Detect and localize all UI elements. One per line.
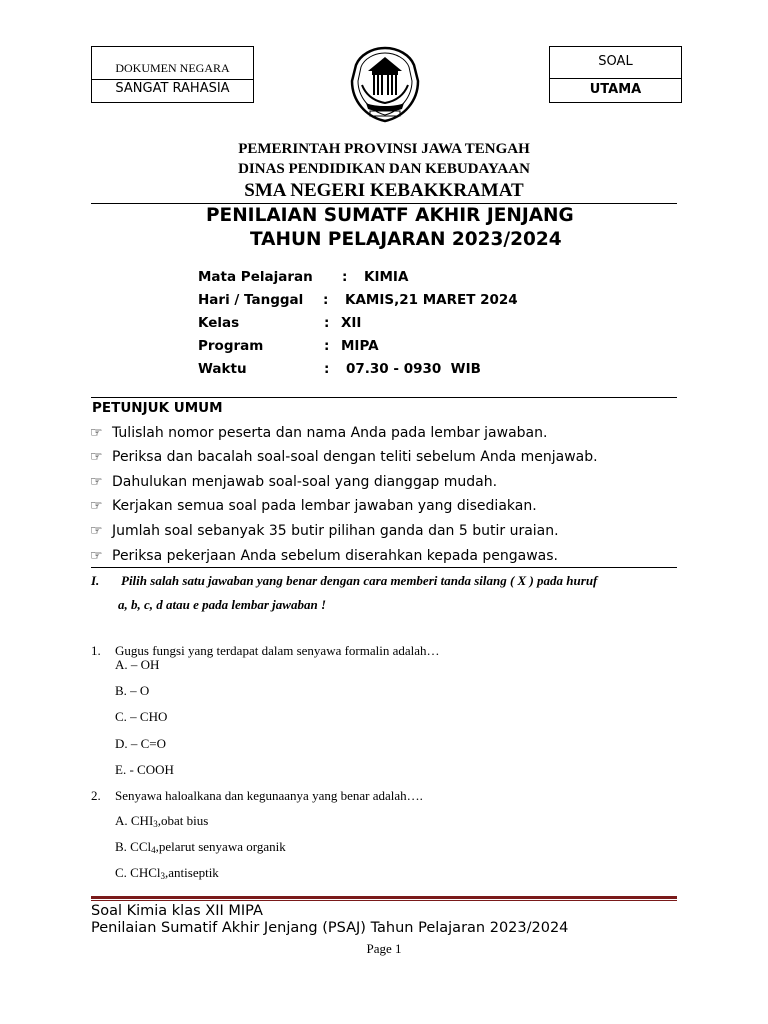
instructions-divider bbox=[91, 567, 677, 568]
info-value: MIPA bbox=[341, 338, 379, 354]
option-formula: C. CHCl bbox=[115, 865, 161, 880]
pointing-hand-icon: ☞ bbox=[90, 548, 103, 564]
answer-option bbox=[115, 813, 208, 829]
info-label: Kelas bbox=[198, 315, 240, 331]
instruction-item bbox=[90, 474, 497, 490]
soal-type-box bbox=[549, 46, 682, 103]
department-line: DINAS PENDIDIKAN DAN KEBUDAYAAN bbox=[238, 161, 530, 177]
soal-box-line2: UTAMA bbox=[589, 82, 642, 97]
info-separator: : bbox=[324, 361, 330, 377]
info-value: KIMIA bbox=[364, 269, 409, 285]
doc-box-line1: DOKUMEN NEGARA bbox=[115, 61, 230, 75]
info-separator: : bbox=[324, 315, 330, 331]
footer-line1: Soal Kimia klas XII MIPA bbox=[91, 903, 263, 919]
option-use: ,obat bius bbox=[157, 813, 209, 828]
instruction-text: Periksa pekerjaan Anda sebelum diserahkan kepada pengawas. bbox=[112, 548, 558, 564]
info-separator: : bbox=[323, 292, 329, 308]
instruction-item bbox=[90, 548, 558, 564]
info-label: Program bbox=[198, 338, 264, 354]
provincial-emblem-icon bbox=[348, 45, 422, 123]
government-line: PEMERINTAH PROVINSI JAWA TENGAH bbox=[238, 141, 530, 157]
pointing-hand-icon: ☞ bbox=[90, 523, 103, 539]
question-number: 2. bbox=[91, 788, 101, 803]
instruction-text: Jumlah soal sebanyak 35 butir pilihan ganda dan 5 butir uraian. bbox=[112, 523, 559, 539]
info-value: KAMIS,21 MARET 2024 bbox=[345, 292, 518, 308]
school-name: SMA NEGERI KEBAKKRAMAT bbox=[244, 180, 524, 201]
instruction-text: Tulislah nomor peserta dan nama Anda pada lembar jawaban. bbox=[112, 425, 548, 441]
exam-year: TAHUN PELAJARAN 2023/2024 bbox=[250, 229, 562, 250]
info-label: Waktu bbox=[198, 361, 247, 377]
formula-subscript: 3 bbox=[153, 819, 158, 829]
question-text: Senyawa haloalkana dan kegunaanya yang benar adalah…. bbox=[115, 788, 423, 803]
instruction-text: Periksa dan bacalah soal-soal dengan teliti sebelum Anda menjawab. bbox=[112, 449, 598, 465]
info-value: XII bbox=[341, 315, 362, 331]
footer-line2: Penilaian Sumatif Akhir Jenjang (PSAJ) Tahun Pelajaran 2023/2024 bbox=[91, 920, 569, 936]
exam-title: PENILAIAN SUMATF AKHIR JENJANG bbox=[206, 205, 574, 226]
page-number: Page 1 bbox=[366, 941, 402, 956]
info-value: 07.30 - 0930 WIB bbox=[346, 361, 481, 377]
instruction-item bbox=[90, 523, 559, 539]
instruction-item bbox=[90, 425, 547, 441]
answer-option: A. – OH bbox=[115, 657, 160, 672]
pointing-hand-icon: ☞ bbox=[90, 474, 103, 490]
soal-box-line1: SOAL bbox=[598, 54, 633, 69]
answer-option bbox=[115, 865, 219, 881]
info-separator: : bbox=[324, 338, 330, 354]
section-number: I. bbox=[91, 573, 100, 588]
info-separator: : bbox=[342, 269, 348, 285]
option-formula: B. CCl bbox=[115, 839, 152, 854]
answer-option: B. – O bbox=[115, 683, 150, 698]
question-number: 1. bbox=[91, 643, 101, 658]
option-use: ,antiseptik bbox=[165, 865, 219, 880]
pointing-hand-icon: ☞ bbox=[90, 425, 103, 441]
option-use: ,pelarut senyawa organik bbox=[155, 839, 286, 854]
answer-option bbox=[115, 839, 286, 855]
instruction-text: Dahulukan menjawab soal-soal yang dianggap mudah. bbox=[112, 474, 498, 490]
instruction-item bbox=[90, 449, 598, 465]
formula-subscript: 4 bbox=[151, 845, 156, 855]
question-text: Gugus fungsi yang terdapat dalam senyawa formalin adalah… bbox=[115, 643, 440, 658]
pointing-hand-icon: ☞ bbox=[90, 498, 103, 514]
instruction-text: Kerjakan semua soal pada lembar jawaban yang disediakan. bbox=[112, 498, 537, 514]
section-instruction-line2: a, b, c, d atau e pada lembar jawaban ! bbox=[118, 597, 327, 612]
doc-box-line2: SANGAT RAHASIA bbox=[115, 81, 230, 96]
instructions-heading: PETUNJUK UMUM bbox=[92, 400, 223, 416]
option-formula: A. CHI bbox=[115, 813, 154, 828]
pointing-hand-icon: ☞ bbox=[90, 449, 103, 465]
info-label: Hari / Tanggal bbox=[198, 292, 304, 308]
section-instruction-line1: Pilih salah satu jawaban yang benar dengan cara memberi tanda silang ( X ) pada huruf bbox=[121, 573, 598, 588]
answer-option: C. – CHO bbox=[115, 709, 168, 724]
header-divider bbox=[91, 203, 677, 204]
footer-divider-thin bbox=[91, 900, 677, 901]
footer-divider bbox=[91, 896, 677, 899]
answer-option: D. – C=O bbox=[115, 736, 167, 751]
answer-option: E. - COOH bbox=[115, 762, 174, 777]
info-divider bbox=[91, 397, 677, 398]
formula-subscript: 3 bbox=[160, 871, 166, 881]
info-label: Mata Pelajaran bbox=[198, 269, 313, 285]
instruction-item bbox=[90, 498, 537, 514]
document-classification-box bbox=[91, 46, 254, 103]
